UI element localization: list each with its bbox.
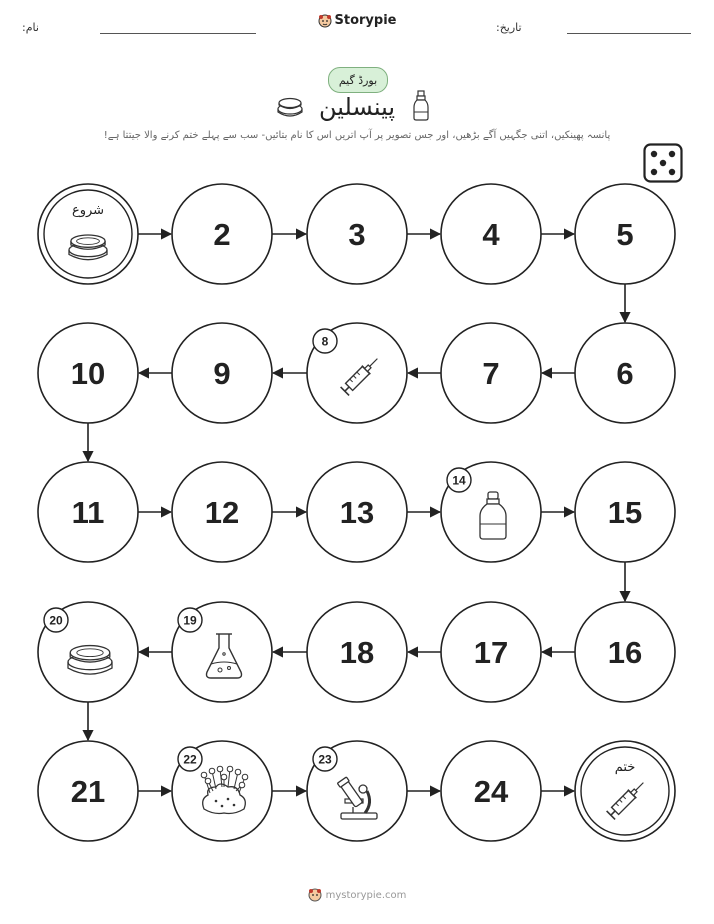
space-number-badge: [178, 608, 202, 632]
footer: [0, 888, 714, 902]
end-label: ختم: [614, 760, 636, 775]
space-number: 10: [70, 356, 106, 391]
date-label: تاریخ:: [496, 21, 522, 34]
board-space-20[interactable]: [38, 602, 138, 702]
name-label: نام:: [22, 21, 39, 34]
space-number: 16: [607, 635, 643, 670]
board-space-4[interactable]: [441, 184, 541, 284]
board-space-23[interactable]: [307, 741, 407, 841]
board-space-6[interactable]: [575, 323, 675, 423]
space-number: 6: [616, 356, 634, 391]
page-title: پینسلین: [318, 93, 396, 121]
board-space-16[interactable]: [575, 602, 675, 702]
footer-site[interactable]: mystorypie.com: [325, 889, 407, 901]
board-space-15[interactable]: [575, 462, 675, 562]
board-space-11[interactable]: [38, 462, 138, 562]
space-number-badge: [44, 608, 68, 632]
board-space-12[interactable]: [172, 462, 272, 562]
board-space-8[interactable]: [307, 323, 407, 423]
space-number-badge: [313, 329, 337, 353]
board-end-space[interactable]: [575, 741, 675, 841]
board-space-18[interactable]: [307, 602, 407, 702]
board-space-2[interactable]: [172, 184, 272, 284]
space-number: 18: [339, 635, 375, 670]
start-label: شروع: [71, 203, 105, 218]
board-space-14[interactable]: [441, 462, 541, 562]
board-space-24[interactable]: [441, 741, 541, 841]
brand-name: Storypie: [334, 13, 397, 28]
board-start-space[interactable]: [38, 184, 138, 284]
space-number: 17: [473, 635, 509, 670]
board-space-17[interactable]: [441, 602, 541, 702]
space-number: 19: [183, 613, 197, 628]
board-space-10[interactable]: [38, 323, 138, 423]
space-number: 4: [482, 217, 500, 252]
space-number: 12: [204, 495, 240, 530]
board-space-9[interactable]: [172, 323, 272, 423]
space-number: 8: [321, 334, 329, 349]
space-number: 14: [452, 473, 466, 488]
space-number-badge: [178, 747, 202, 771]
space-number-badge: [313, 747, 337, 771]
board-space-5[interactable]: [575, 184, 675, 284]
space-number-badge: [447, 468, 471, 492]
space-number: 2: [213, 217, 231, 252]
board-space-13[interactable]: [307, 462, 407, 562]
board-space-3[interactable]: [307, 184, 407, 284]
board-space-19[interactable]: [172, 602, 272, 702]
board-space-22[interactable]: [172, 741, 272, 841]
board-game-tag: بورڈ گیم: [328, 67, 388, 93]
space-number: 22: [183, 752, 197, 767]
storypie-logo-icon: [308, 888, 322, 902]
space-number: 7: [482, 356, 500, 391]
space-number: 15: [607, 495, 643, 530]
board-space-7[interactable]: [441, 323, 541, 423]
space-number: 24: [473, 774, 509, 809]
board-space-21[interactable]: [38, 741, 138, 841]
space-number: 21: [70, 774, 106, 809]
space-number: 13: [339, 495, 375, 530]
space-number: 11: [71, 495, 105, 530]
space-number: 20: [49, 613, 63, 628]
space-number: 5: [616, 217, 634, 252]
space-number: 9: [213, 356, 231, 391]
space-number: 23: [318, 752, 332, 767]
space-number: 3: [348, 217, 366, 252]
instructions: پانسہ پھینکیں، اتنی جگہیں آگے بڑھیں، اور جس تصویر پر آپ اتریں اس کا نام بتائیں- سب سے پہلے ختم کرنے والا جیتتا ہے!: [103, 130, 611, 141]
